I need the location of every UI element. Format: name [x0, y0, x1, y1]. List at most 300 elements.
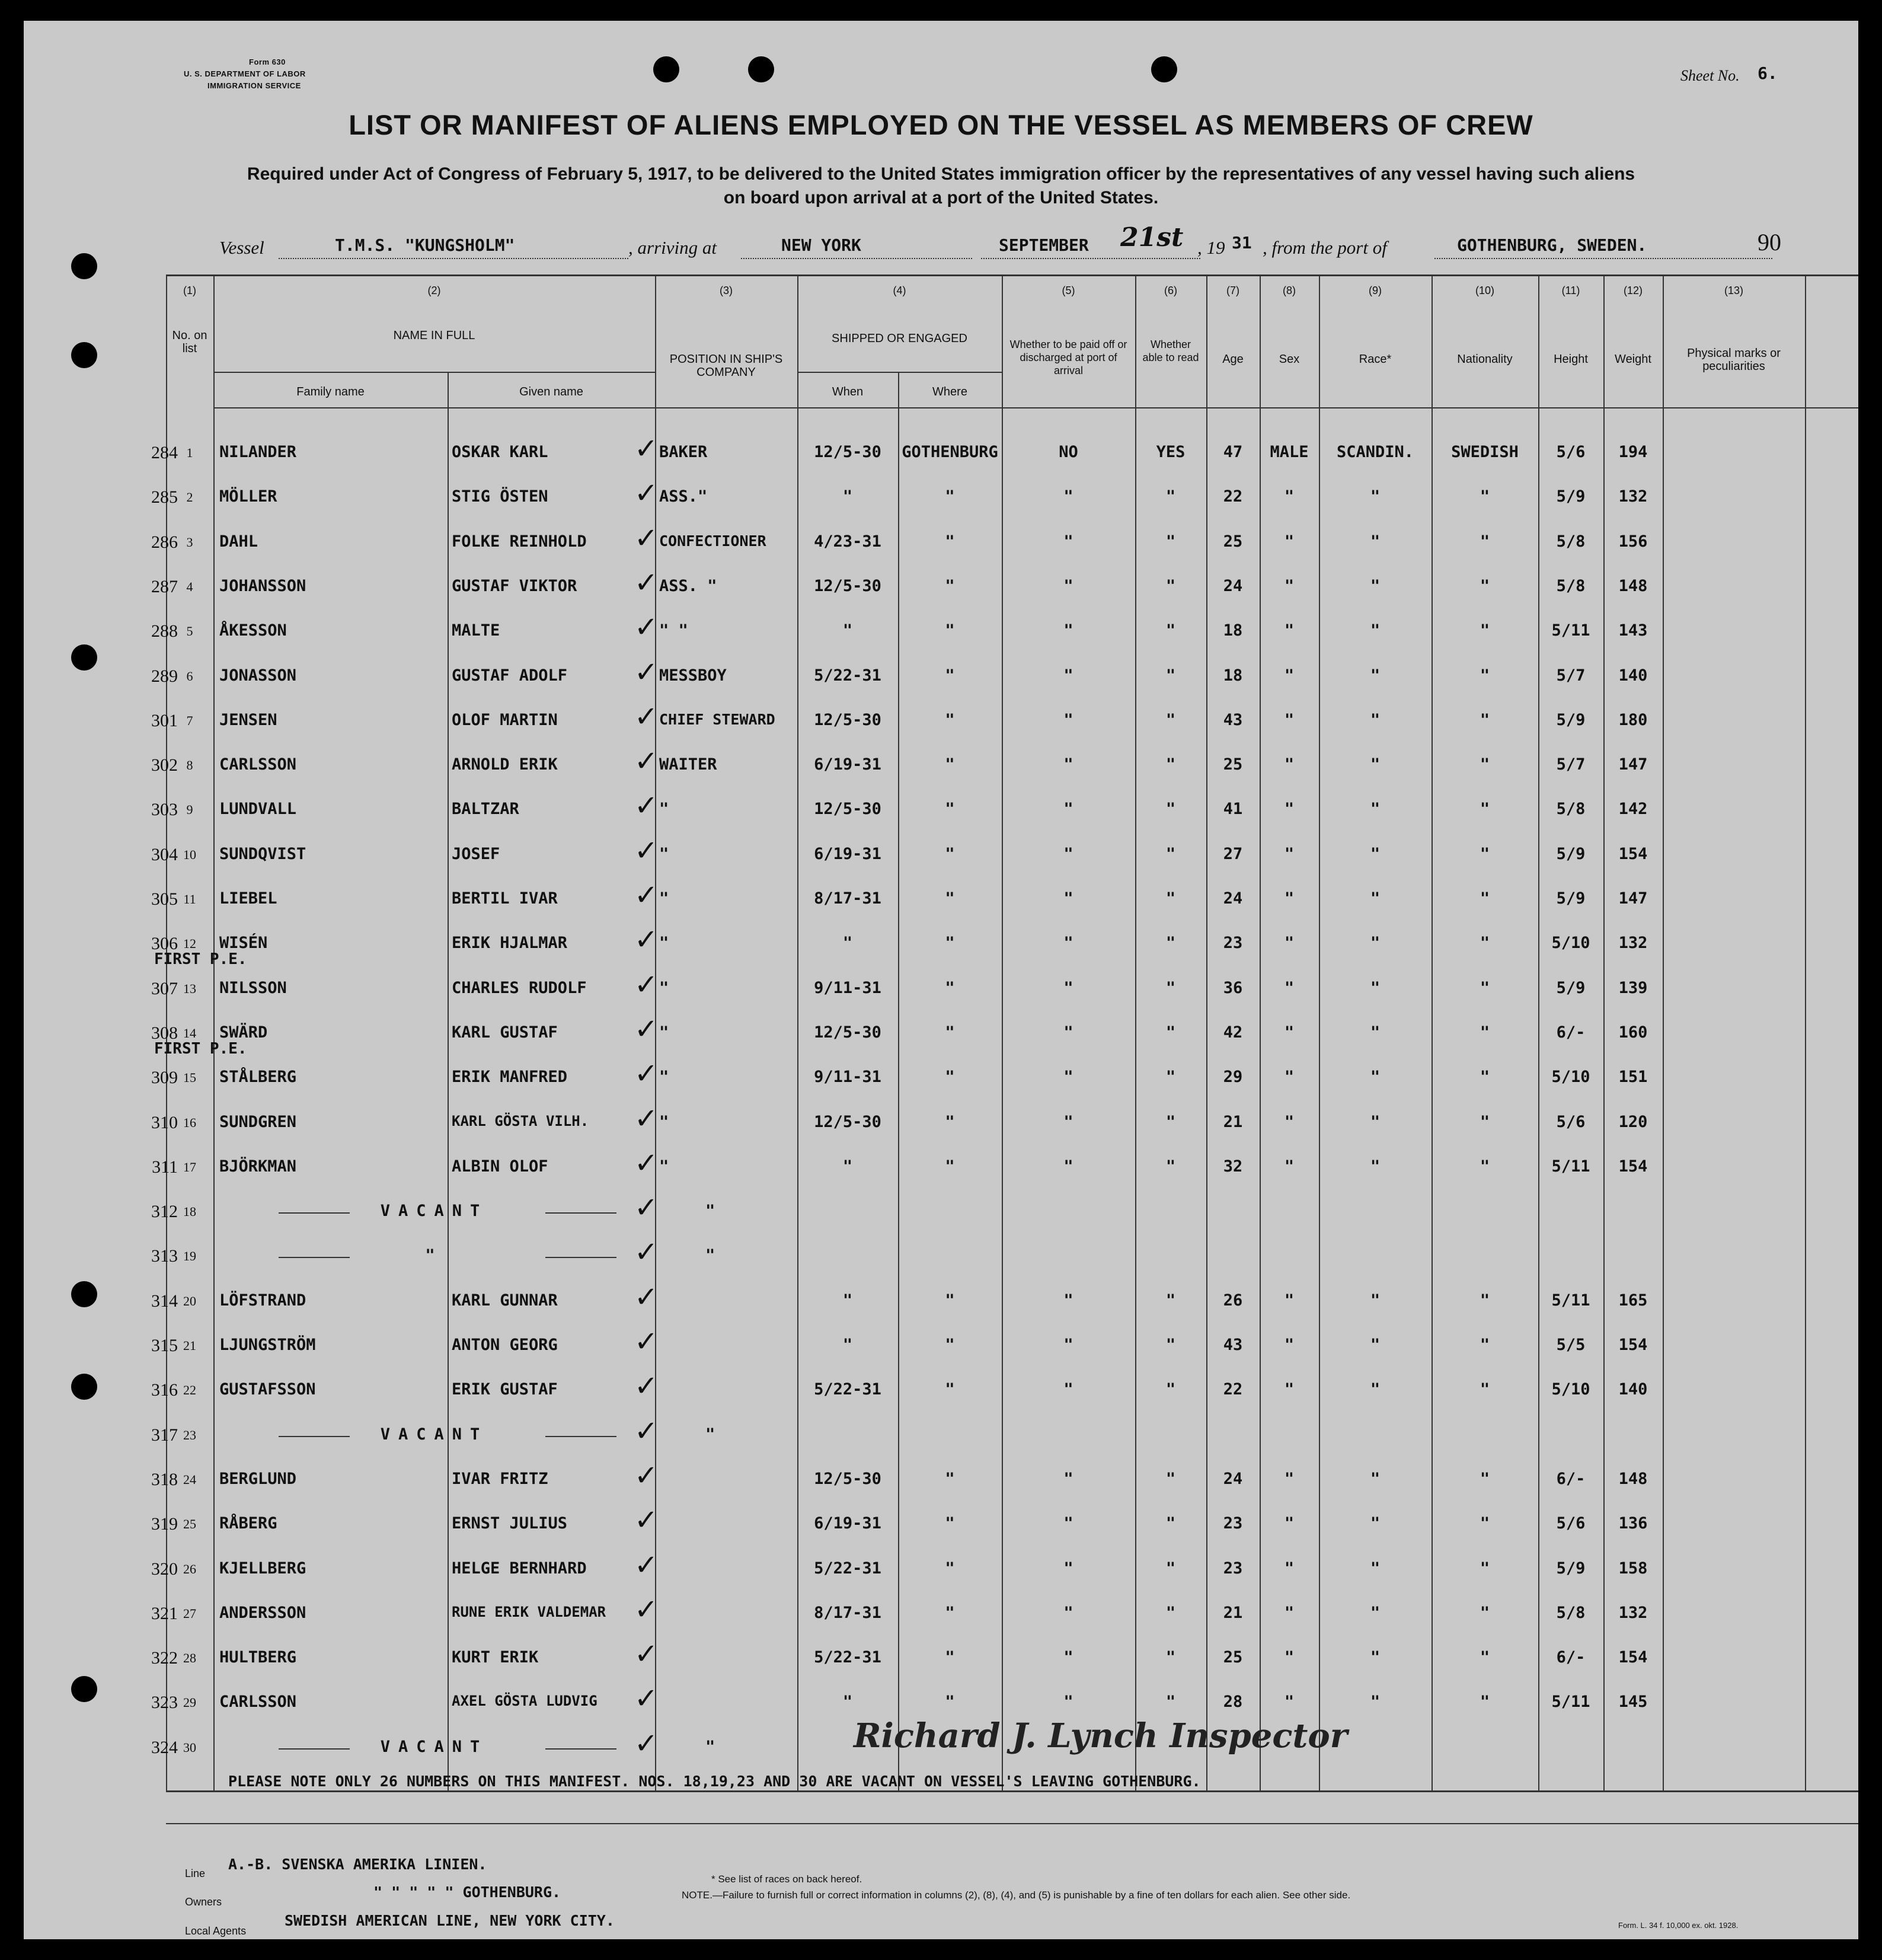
row-serial: 305	[151, 889, 178, 909]
row-nationality: "	[1480, 1291, 1490, 1310]
row-family: GUSTAFSSON	[219, 1380, 316, 1399]
row-read: "	[1165, 621, 1176, 640]
departure-port: GOTHENBURG, SWEDEN.	[1457, 235, 1647, 255]
row-family: JONASSON	[219, 666, 297, 685]
row-weight: 139	[1618, 978, 1648, 997]
row-family: ÅKESSON	[219, 621, 287, 640]
row-family: CARLSSON	[219, 755, 297, 774]
row-serial: 301	[151, 710, 178, 730]
row-position: "	[659, 889, 669, 908]
row-height: 5/9	[1556, 889, 1586, 908]
row-position: "	[659, 978, 669, 997]
row-number: 18	[183, 1204, 196, 1220]
row-serial: 302	[151, 755, 178, 775]
check-mark-icon: ✓	[634, 432, 659, 465]
row-number: 3	[186, 534, 193, 550]
row-serial: 309	[151, 1068, 178, 1088]
row-nationality: "	[1480, 576, 1490, 595]
row-given: ANTON GEORG	[452, 1336, 558, 1354]
row-race: "	[1370, 934, 1381, 953]
row-when: 12/5-30	[814, 1112, 881, 1131]
row-sex: "	[1284, 1336, 1295, 1354]
row-age: 43	[1223, 1336, 1243, 1354]
row-family: NILSSON	[219, 978, 287, 997]
binder-hole	[71, 1374, 97, 1400]
row-given: KURT ERIK	[452, 1648, 539, 1667]
row-race: "	[1370, 1648, 1381, 1667]
row-given: ERNST JULIUS	[452, 1514, 568, 1533]
row-nationality: "	[1480, 1648, 1490, 1667]
row-family: ANDERSSON	[219, 1603, 306, 1622]
row-weight: 143	[1618, 621, 1648, 640]
check-mark-icon: ✓	[634, 1592, 659, 1626]
row-sex: "	[1284, 934, 1295, 953]
vacant-dash	[279, 1257, 350, 1258]
row-serial: 321	[151, 1603, 178, 1623]
check-mark-icon: ✓	[634, 611, 659, 644]
colnum-10: (10)	[1475, 285, 1494, 296]
row-where: "	[945, 889, 955, 908]
row-weight: 142	[1618, 800, 1648, 819]
check-mark-icon: ✓	[634, 1548, 659, 1582]
row-remark: FIRST P.E.	[154, 1039, 247, 1058]
row-nationality: "	[1480, 1559, 1490, 1578]
row-when: "	[842, 621, 853, 640]
row-number: 24	[183, 1471, 196, 1487]
row-serial: 287	[151, 576, 178, 596]
row-weight: 140	[1618, 1380, 1648, 1399]
row-nationality: "	[1480, 978, 1490, 997]
row-paid: "	[1063, 1112, 1073, 1131]
service: IMMIGRATION SERVICE	[207, 81, 301, 90]
row-read: "	[1165, 532, 1176, 551]
row-number: 29	[183, 1695, 196, 1710]
row-sex: "	[1284, 487, 1295, 506]
head-age: Age	[1222, 353, 1244, 366]
row-number: 5	[186, 624, 193, 639]
row-weight: 165	[1618, 1291, 1648, 1310]
row-read: "	[1165, 1514, 1176, 1533]
check-mark-icon: ✓	[634, 477, 659, 510]
row-age: 26	[1223, 1291, 1243, 1310]
row-age: 25	[1223, 755, 1243, 774]
row-race: "	[1370, 1336, 1381, 1354]
row-sex: "	[1284, 1112, 1295, 1131]
row-number: 22	[183, 1383, 196, 1398]
row-sex: "	[1284, 1157, 1295, 1176]
row-family: NILANDER	[219, 443, 297, 461]
row-height: 5/7	[1556, 666, 1586, 685]
head-no-on-list: No. on list	[172, 329, 207, 355]
row-number: 1	[186, 445, 193, 460]
row-nationality: "	[1480, 1514, 1490, 1533]
row-read: "	[1165, 1023, 1176, 1042]
row-race: SCANDIN.	[1336, 443, 1414, 461]
row-given: GUSTAF VIKTOR	[452, 576, 577, 595]
row-serial: 288	[151, 621, 178, 641]
row-number: 26	[183, 1561, 196, 1576]
check-mark-icon: ✓	[634, 879, 659, 912]
row-where: "	[945, 621, 955, 640]
check-mark-icon: ✓	[634, 789, 659, 823]
row-read: "	[1165, 1291, 1176, 1310]
row-serial: 320	[151, 1559, 178, 1579]
row-where: "	[945, 710, 955, 729]
row-nationality: "	[1480, 1380, 1490, 1399]
row-where: "	[945, 666, 955, 685]
inspector-signature: Richard J. Lynch Inspector	[854, 1716, 1348, 1755]
check-mark-icon: ✓	[634, 655, 659, 689]
row-when: 8/17-31	[814, 889, 881, 908]
row-given: BERTIL IVAR	[452, 889, 558, 908]
check-mark-icon: ✓	[634, 1637, 659, 1671]
head-position: POSITION IN SHIP'S COMPANY	[669, 353, 783, 379]
check-mark-icon: ✓	[634, 1280, 659, 1314]
row-number: 7	[186, 713, 193, 728]
binder-hole	[71, 342, 97, 368]
vacant-dash	[279, 1748, 350, 1750]
row-number: 20	[183, 1293, 196, 1308]
row-where: "	[945, 1380, 955, 1399]
row-serial: 313	[151, 1246, 178, 1266]
row-age: 47	[1223, 443, 1243, 461]
row-read: "	[1165, 844, 1176, 863]
row-paid: "	[1063, 1291, 1073, 1310]
colnum-9: (9)	[1369, 285, 1382, 296]
row-number: 25	[183, 1517, 196, 1532]
row-nationality: "	[1480, 1336, 1490, 1354]
colnum-2: (2)	[427, 285, 441, 296]
row-weight: 147	[1618, 755, 1648, 774]
row-weight: 154	[1618, 844, 1648, 863]
row-height: 6/-	[1556, 1469, 1586, 1488]
row-height: 5/9	[1556, 487, 1586, 506]
row-nationality: "	[1480, 1157, 1490, 1176]
check-mark-icon: ✓	[634, 1236, 659, 1269]
row-when: "	[842, 487, 853, 506]
vacant-dash	[279, 1212, 350, 1214]
row-family: BERGLUND	[219, 1469, 297, 1488]
row-paid: "	[1063, 1559, 1073, 1578]
row-when: 5/22-31	[814, 1559, 881, 1578]
row-sex: "	[1284, 621, 1295, 640]
row-position: " "	[659, 621, 688, 640]
row-given: BALTZAR	[452, 800, 519, 819]
row-serial: 306	[151, 934, 178, 954]
row-sex: "	[1284, 1380, 1295, 1399]
row-sex: "	[1284, 978, 1295, 997]
row-weight: 148	[1618, 1469, 1648, 1488]
row-when: 4/23-31	[814, 532, 881, 551]
head-shipped: SHIPPED OR ENGAGED	[832, 332, 967, 345]
check-mark-icon: ✓	[634, 1325, 659, 1358]
sheet-label: Sheet No.	[1680, 67, 1740, 84]
row-position: "	[705, 1425, 715, 1444]
row-number: 14	[183, 1025, 196, 1040]
row-age: 22	[1223, 1380, 1243, 1399]
check-mark-icon: ✓	[634, 1458, 659, 1492]
colnum-1: (1)	[183, 285, 196, 296]
row-paid: "	[1063, 487, 1073, 506]
head-nationality: Nationality	[1457, 353, 1513, 366]
row-weight: 158	[1618, 1559, 1648, 1578]
row-sex: "	[1284, 844, 1295, 863]
row-given: RUNE ERIK VALDEMAR	[452, 1603, 606, 1620]
check-mark-icon: ✓	[634, 923, 659, 957]
row-where: "	[945, 1514, 955, 1533]
row-paid: "	[1063, 710, 1073, 729]
row-position: CONFECTIONER	[659, 532, 766, 550]
row-read: "	[1165, 800, 1176, 819]
check-mark-icon: ✓	[634, 745, 659, 778]
row-height: 5/8	[1556, 1603, 1586, 1622]
row-height: 5/11	[1551, 1157, 1590, 1176]
row-given: JOSEF	[452, 844, 500, 863]
vacancy-note: PLEASE NOTE ONLY 26 NUMBERS ON THIS MANIFEST. NOS. 18,19,23 AND 30 ARE VACANT ON VESSEL'S LEAVING GOTHENBURG.	[228, 1773, 1201, 1790]
row-position: "	[659, 800, 669, 819]
row-paid: "	[1063, 844, 1073, 863]
row-read: "	[1165, 1157, 1176, 1176]
row-nationality: "	[1480, 1469, 1490, 1488]
row-where: "	[945, 1291, 955, 1310]
row-read: "	[1165, 1693, 1176, 1712]
row-paid: "	[1063, 532, 1073, 551]
row-sex: "	[1284, 532, 1295, 551]
row-serial: 303	[151, 800, 178, 820]
row-number: 17	[183, 1159, 196, 1174]
row-race: "	[1370, 1157, 1381, 1176]
row-age: 21	[1223, 1112, 1243, 1131]
row-number: 15	[183, 1070, 196, 1086]
row-position: BAKER	[659, 443, 708, 461]
row-paid: "	[1063, 576, 1073, 595]
row-race: "	[1370, 1559, 1381, 1578]
row-paid: "	[1063, 978, 1073, 997]
row-weight: 160	[1618, 1023, 1648, 1042]
colnum-11: (11)	[1561, 285, 1580, 296]
row-height: 5/8	[1556, 576, 1586, 595]
row-number: 28	[183, 1651, 196, 1666]
row-serial: 322	[151, 1648, 178, 1668]
row-age: 25	[1223, 532, 1243, 551]
form-number: Form 630	[249, 58, 286, 66]
check-mark-icon: ✓	[634, 1146, 659, 1180]
row-given: KARL GÖSTA VILH.	[452, 1112, 589, 1129]
agents-label: Local Agents	[185, 1925, 247, 1937]
head-family-name: Family name	[296, 385, 365, 398]
colnum-6: (6)	[1164, 285, 1177, 296]
row-given: MALTE	[452, 621, 500, 640]
row-height: 5/9	[1556, 710, 1586, 729]
row-when: 12/5-30	[814, 576, 881, 595]
row-given: ALBIN OLOF	[452, 1157, 548, 1176]
row-height: 5/10	[1551, 1380, 1590, 1399]
row-age: 24	[1223, 1469, 1243, 1488]
row-nationality: "	[1480, 1068, 1490, 1087]
row-sex: "	[1284, 1648, 1295, 1667]
row-serial: 285	[151, 487, 178, 507]
row-sex: "	[1284, 1693, 1295, 1712]
row-where: "	[945, 1469, 955, 1488]
row-sex: MALE	[1270, 443, 1309, 461]
row-height: 5/8	[1556, 532, 1586, 551]
row-age: 23	[1223, 1559, 1243, 1578]
row-serial: 319	[151, 1514, 178, 1534]
row-serial: 307	[151, 978, 178, 998]
row-family: LIEBEL	[219, 889, 277, 908]
head-weight: Weight	[1615, 353, 1651, 366]
row-family: LÖFSTRAND	[219, 1291, 306, 1310]
row-serial: 312	[151, 1202, 178, 1222]
row-position: "	[659, 1068, 669, 1087]
row-race: "	[1370, 1514, 1381, 1533]
row-age: 42	[1223, 1023, 1243, 1042]
row-where: GOTHENBURG	[902, 443, 998, 461]
row-family: LJUNGSTRÖM	[219, 1336, 316, 1354]
row-height: 5/6	[1556, 1112, 1586, 1131]
colnum-3: (3)	[720, 285, 733, 296]
check-mark-icon: ✓	[634, 1726, 659, 1760]
row-nationality: "	[1480, 934, 1490, 953]
row-read: "	[1165, 576, 1176, 595]
row-serial: 289	[151, 666, 178, 686]
row-sex: "	[1284, 1068, 1295, 1087]
row-when: 6/19-31	[814, 844, 881, 863]
row-given: CHARLES RUDOLF	[452, 978, 587, 997]
row-sex: "	[1284, 800, 1295, 819]
row-where: "	[945, 1157, 955, 1176]
row-weight: 180	[1618, 710, 1648, 729]
check-mark-icon: ✓	[634, 1370, 659, 1403]
department: U. S. DEPARTMENT OF LABOR	[184, 69, 306, 78]
row-number: 11	[183, 892, 196, 906]
row-family: MÖLLER	[219, 487, 277, 506]
row-weight: 148	[1618, 576, 1648, 595]
head-physical-marks: Physical marks or peculiarities	[1687, 347, 1781, 373]
row-where: "	[945, 800, 955, 819]
check-mark-icon: ✓	[634, 1503, 659, 1537]
row-position: ASS. "	[659, 576, 717, 595]
row-when: 9/11-31	[814, 978, 881, 997]
row-read: "	[1165, 1559, 1176, 1578]
colnum-7: (7)	[1226, 285, 1239, 296]
row-nationality: SWEDISH	[1451, 443, 1519, 461]
row-position: "	[705, 1202, 715, 1221]
row-nationality: "	[1480, 621, 1490, 640]
row-race: "	[1370, 1023, 1381, 1042]
head-read: Whether able to read	[1142, 339, 1199, 363]
row-serial: 311	[152, 1157, 178, 1177]
row-position: CHIEF STEWARD	[659, 710, 775, 728]
row-paid: "	[1063, 1023, 1073, 1042]
row-height: 5/11	[1551, 1291, 1590, 1310]
arrival-day: 21st	[1120, 222, 1184, 253]
row-when: "	[842, 1291, 853, 1310]
row-read: "	[1165, 1648, 1176, 1667]
row-where: "	[945, 1112, 955, 1131]
head-sex: Sex	[1279, 353, 1300, 366]
row-where: "	[945, 1336, 955, 1354]
agents-value: SWEDISH AMERICAN LINE, NEW YORK CITY.	[285, 1912, 615, 1929]
row-number: 23	[183, 1427, 196, 1442]
page-title: LIST OR MANIFEST OF ALIENS EMPLOYED ON THE VESSEL AS MEMBERS OF CREW	[349, 109, 1533, 141]
vacant-dash	[545, 1748, 616, 1750]
row-height: 5/6	[1556, 443, 1586, 461]
row-number: 6	[186, 668, 193, 684]
row-race: "	[1370, 755, 1381, 774]
row-paid: "	[1063, 1693, 1073, 1712]
row-nationality: "	[1480, 755, 1490, 774]
row-serial: 284	[151, 443, 178, 462]
row-age: 18	[1223, 621, 1243, 640]
row-sex: "	[1284, 1514, 1295, 1533]
row-weight: 194	[1618, 443, 1648, 461]
row-serial: 314	[151, 1291, 178, 1311]
row-race: "	[1370, 666, 1381, 685]
row-race: "	[1370, 710, 1381, 729]
row-height: 5/6	[1556, 1514, 1586, 1533]
row-paid: "	[1063, 666, 1073, 685]
row-weight: 151	[1618, 1068, 1648, 1087]
row-paid: "	[1063, 1380, 1073, 1399]
row-family: KJELLBERG	[219, 1559, 306, 1578]
row-when: "	[842, 1157, 853, 1176]
row-where: "	[945, 532, 955, 551]
row-number: 21	[183, 1338, 196, 1353]
binder-hole	[748, 56, 774, 82]
row-family: DAHL	[219, 532, 258, 551]
row-age: 41	[1223, 800, 1243, 819]
row-where: "	[945, 934, 955, 953]
row-age: 27	[1223, 844, 1243, 863]
row-family: STÅLBERG	[219, 1068, 297, 1087]
subtitle-line2: on board upon arrival at a port of the United States.	[723, 188, 1159, 208]
row-vacant: VACANT	[380, 1737, 488, 1756]
row-age: 23	[1223, 1514, 1243, 1533]
row-number: 30	[183, 1739, 196, 1755]
row-when: 12/5-30	[814, 710, 881, 729]
head-paid-off: Whether to be paid off or discharged at port of arrival	[1009, 339, 1127, 376]
vessel-label: Vessel	[219, 237, 264, 258]
head-given-name: Given name	[519, 385, 583, 398]
binder-hole	[653, 56, 679, 82]
row-when: 9/11-31	[814, 1068, 881, 1087]
row-race: "	[1370, 1112, 1381, 1131]
row-read: "	[1165, 1336, 1176, 1354]
colnum-8: (8)	[1283, 285, 1296, 296]
row-position: WAITER	[659, 755, 717, 774]
binder-hole	[71, 644, 97, 671]
row-position: "	[705, 1246, 715, 1265]
row-age: 32	[1223, 1157, 1243, 1176]
row-race: "	[1370, 487, 1381, 506]
row-race: "	[1370, 1693, 1381, 1712]
row-given: KARL GUSTAF	[452, 1023, 558, 1042]
colnum-13: (13)	[1724, 285, 1743, 296]
row-height: 6/-	[1556, 1648, 1586, 1667]
owners-label: Owners	[185, 1896, 222, 1908]
row-position: "	[659, 934, 669, 953]
row-number: 13	[183, 981, 196, 996]
penalty-note: NOTE.—Failure to furnish full or correct information in columns (2), (8), (4), and (5) is punishable by a fine of ten dollars for each alien. See other side.	[682, 1889, 1351, 1901]
row-serial: 318	[151, 1469, 178, 1489]
row-when: 8/17-31	[814, 1603, 881, 1622]
colnum-4: (4)	[893, 285, 906, 296]
check-mark-icon: ✓	[634, 566, 659, 599]
row-height: 6/-	[1556, 1023, 1586, 1042]
row-where: "	[945, 1603, 955, 1622]
vacant-dash	[545, 1212, 616, 1214]
